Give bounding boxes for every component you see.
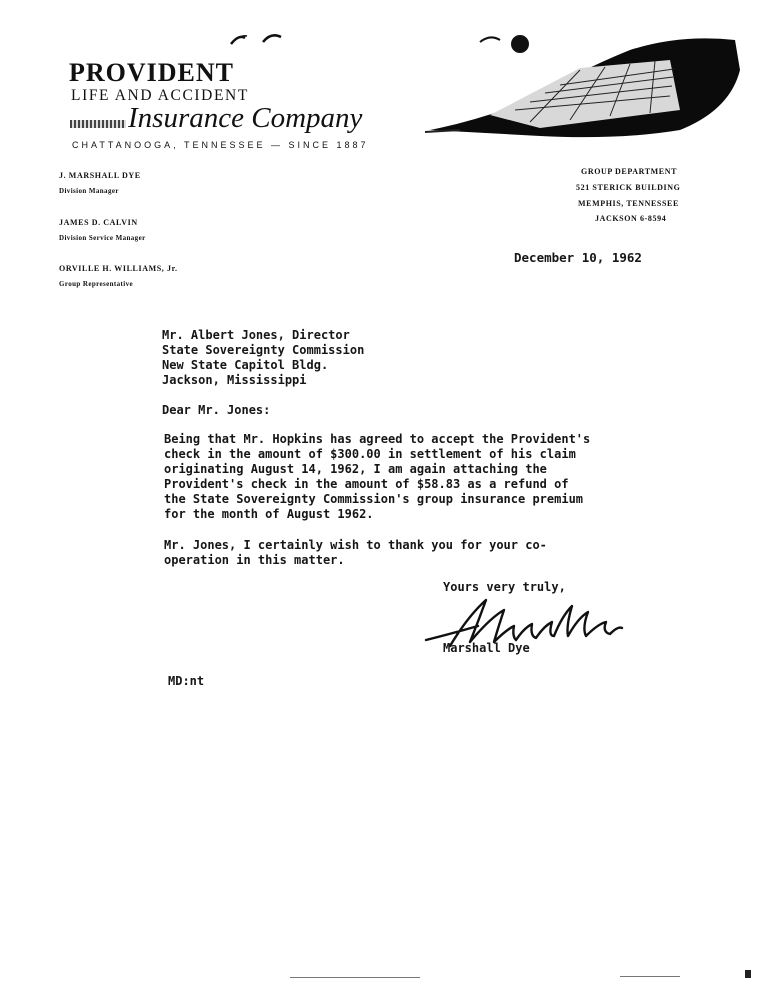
- letter-date: December 10, 1962: [514, 250, 642, 265]
- staff-name: JAMES D. CALVIN: [59, 218, 138, 227]
- company-location-line: CHATTANOOGA, TENNESSEE — SINCE 1887: [72, 140, 369, 150]
- company-subtitle: LIFE AND ACCIDENT: [71, 87, 249, 104]
- body-paragraph-1: [164, 432, 590, 522]
- birds-icon: [225, 28, 295, 48]
- body-line: for the month of August 1962.: [164, 507, 374, 521]
- staff-title: Division Manager: [59, 187, 119, 195]
- body-line: Being that Mr. Hopkins has agreed to accept the Provident's: [164, 432, 591, 446]
- body-line: the State Sovereignty Commission's group insurance premium: [164, 492, 584, 506]
- staff-name: ORVILLE H. WILLIAMS, Jr.: [59, 264, 178, 273]
- recipient-line: New State Capitol Bldg.: [162, 358, 329, 372]
- scan-artifact-line: [290, 977, 420, 978]
- body-line: originating August 14, 1962, I am again attaching the: [164, 462, 547, 476]
- signer-name: Marshall Dye: [443, 641, 530, 655]
- body-line: Provident's check in the amount of $58.83 as a refund of: [164, 477, 569, 491]
- department-line: MEMPHIS, TENNESSEE: [578, 199, 679, 208]
- recipient-line: Mr. Albert Jones, Director: [162, 328, 350, 342]
- body-line: operation in this matter.: [164, 553, 345, 567]
- scan-artifact-line: [620, 976, 680, 977]
- reference-initials: MD:nt: [168, 674, 205, 688]
- body-paragraph-2: [164, 538, 547, 568]
- closing: Yours very truly,: [443, 580, 566, 594]
- salutation: Dear Mr. Jones:: [162, 403, 271, 417]
- body-line: Mr. Jones, I certainly wish to thank you for your co-: [164, 538, 547, 552]
- department-line: GROUP DEPARTMENT: [581, 167, 678, 176]
- department-line: JACKSON 6-8594: [595, 214, 667, 223]
- staff-title: Division Service Manager: [59, 234, 146, 242]
- decorative-hatch-bar: [70, 120, 126, 128]
- recipient-line: Jackson, Mississippi: [162, 373, 307, 387]
- scan-artifact-mark: [745, 970, 751, 978]
- staff-title: Group Representative: [59, 280, 134, 288]
- staff-name: J. MARSHALL DYE: [59, 171, 141, 180]
- body-line: check in the amount of $300.00 in settlement of his claim: [164, 447, 576, 461]
- company-building-logo: [420, 30, 750, 140]
- department-line: 521 STERICK BUILDING: [576, 183, 681, 192]
- company-name: PROVIDENT: [69, 58, 235, 87]
- recipient-line: State Sovereignty Commission: [162, 343, 365, 357]
- company-script-name: Insurance Company: [128, 102, 363, 134]
